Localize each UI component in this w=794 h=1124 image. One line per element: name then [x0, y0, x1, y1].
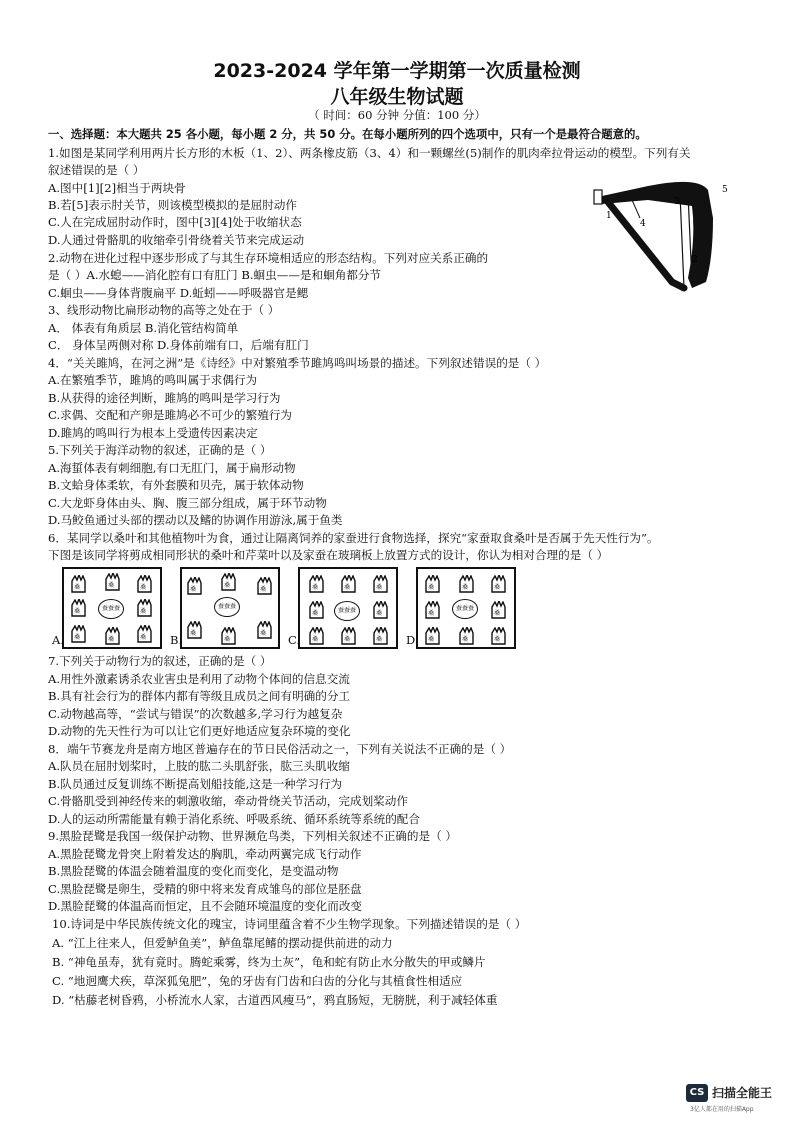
exam-title: 2023-2024 学年第一学期第一次质量检测: [213, 60, 581, 82]
q5-option-a: A.海蜇体表有刺细胞,有口无肛门，属于扁形动物: [48, 461, 296, 475]
q4-option-a: A.在繁殖季节，雎鸠的鸣叫属于求偶行为: [48, 373, 258, 387]
q4-option-b: B.从获得的途径判断，雎鸠的鸣叫是学习行为: [48, 391, 281, 405]
scanner-app-name: 扫描全能王: [712, 1086, 773, 1100]
fig-label-4: 4: [640, 219, 646, 229]
svg-text:桑: 桑: [74, 608, 81, 615]
leaf-icon: [256, 621, 273, 639]
leaf-icon: [490, 601, 507, 619]
svg-text:桑: 桑: [260, 586, 267, 593]
q9-stem: 9.黑脸琵鹭是我国一级保护动物、世界濒危鸟类，下列相关叙述不正确的是（ ）: [48, 829, 457, 843]
svg-text:桑: 桑: [494, 610, 501, 617]
time-info: （ 时间：60 分钟 分值：100 分）: [308, 108, 486, 122]
svg-text:桑: 桑: [344, 636, 351, 643]
q9-option-b: B.黑脸琵鹭的体温会随着温度的变化而变化，是变温动物: [48, 864, 339, 878]
q5-option-b: B.文蛤身体柔软，有外套膜和贝壳，属于软体动物: [48, 478, 304, 492]
scanner-watermark: [686, 1080, 786, 1114]
leaf-icon: [490, 575, 507, 593]
q8-option-d: D.人的运动所需能量有赖于消化系统、呼吸系统、循环系统等系统的配合: [48, 812, 420, 826]
svg-text:桑: 桑: [494, 584, 501, 591]
svg-text:桑: 桑: [312, 610, 319, 617]
svg-text:桑: 桑: [428, 610, 435, 617]
q4-option-d: D.雎鸠的鸣叫行为根本上受遗传因素决定: [48, 426, 258, 440]
q8-option-c: C.骨骼肌受到神经传来的刺激收缩，牵动骨绕关节活动，完成划桨动作: [48, 794, 408, 808]
q1-option-b: B.若[5]表示肘关节，则该模型模拟的是屈肘动作: [48, 198, 297, 212]
svg-text:桑: 桑: [376, 610, 383, 617]
glass-plate: [298, 567, 398, 649]
q6-stem-2: 下图是该同学将剪成相同形状的桑叶和芹菜叶以及家蚕在玻璃板上放置方式的设计，你认为相对合理的是（ ）: [48, 548, 609, 562]
q4-stem: 4．“关关雎鸠，在河之洲”是《诗经》中对繁殖季节雎鸠鸣叫场景的描述。下列叙述错误的是（ ）: [48, 356, 547, 370]
leaf-icon: [424, 575, 441, 593]
fig-label-1: 1: [606, 211, 612, 221]
fig-label-2: 2: [692, 255, 698, 265]
q7-option-b: B.具有社会行为的群体内都有等级且成员之间有明确的分工: [48, 689, 351, 703]
q10-option-d: D. “枯藤老树昏鸦，小桥流水人家，古道西风瘦马”，鸦直肠短，无膀胱，利于减轻体重: [52, 993, 498, 1007]
scanner-tagline: 3亿人都在用的扫描App: [690, 1106, 754, 1113]
q4-option-c: C.求偶、交配和产卵是雎鸠必不可少的繁殖行为: [48, 408, 293, 422]
leaf-icon: [308, 575, 325, 593]
leaf-icon: [220, 573, 237, 591]
leaf-icon: [372, 575, 389, 593]
leaf-icon: [372, 601, 389, 619]
svg-text:桑: 桑: [74, 634, 81, 641]
silkworm-group: 蚕蚕蚕: [214, 597, 240, 617]
q1-stem-2: 叙述错误的是（ ）: [48, 163, 145, 177]
leaf-icon: [340, 627, 357, 645]
svg-text:桑: 桑: [224, 636, 231, 643]
q8-option-b: B.队员通过反复训练不断提高划船技能,这是一种学习行为: [48, 777, 343, 791]
svg-text:桑: 桑: [494, 636, 501, 643]
fig-label-3: 3: [674, 197, 680, 207]
q9-option-d: D.黑脸琵鹭的体温高而恒定，且不会随环境温度的变化而改变: [48, 899, 363, 913]
leaf-icon: [220, 627, 237, 645]
q6-option-label: B.: [170, 633, 183, 647]
q2-stem-2: 是（ ）A.水螅——消化腔有口有肛门 B.蛔虫——是和蛔角都分节: [48, 268, 382, 282]
svg-text:桑: 桑: [428, 636, 435, 643]
leaf-icon: [308, 627, 325, 645]
fig-label-5: 5: [722, 185, 728, 195]
q10-option-b: B. “神龟虽寿，犹有竟时。腾蛇乘雾，终为土灰”，龟和蛇有防止水分散失的甲或鳞片: [52, 955, 486, 969]
leaf-icon: [104, 573, 121, 591]
q7-option-a: A.用性外激素诱杀农业害虫是利用了动物个体间的信息交流: [48, 672, 350, 686]
leaf-icon: [424, 601, 441, 619]
q7-option-d: D.动物的先天性行为可以让它们更好地适应复杂环境的变化: [48, 724, 351, 738]
svg-text:桑: 桑: [140, 608, 147, 615]
svg-text:桑: 桑: [140, 634, 147, 641]
q10-option-c: C. “地迥鹰犬疾，草深狐兔肥”，兔的牙齿有门齿和臼齿的分化与其植食性相适应: [52, 974, 463, 988]
svg-text:桑: 桑: [74, 584, 81, 591]
leaf-icon: [186, 577, 203, 595]
svg-text:桑: 桑: [462, 636, 469, 643]
leaf-icon: [340, 575, 357, 593]
q3-stem: 3、线形动物比扁形动物的高等之处在于（ ）: [48, 303, 280, 317]
q2-options-cd: C.蛔虫——身体背腹扁平 D.蚯蚓——呼吸器官是鳃: [48, 286, 309, 300]
leaf-icon: [70, 575, 87, 593]
svg-text:桑: 桑: [260, 630, 267, 637]
svg-text:桑: 桑: [376, 584, 383, 591]
svg-text:桑: 桑: [140, 584, 147, 591]
q10-option-a: A. “江上往来人，但爱鲈鱼美”，鲈鱼靠尾鳍的摆动提供前进的动力: [52, 936, 393, 950]
q3-options-cd: C． 身体呈两侧对称 D.身体前端有口，后端有肛门: [48, 338, 309, 352]
scanner-logo-icon: CS: [686, 1084, 708, 1102]
q7-option-c: C.动物越高等，“尝试与错误”的次数越多,学习行为越复杂: [48, 707, 343, 721]
leaf-icon: [458, 627, 475, 645]
q6-option-label: A.: [52, 633, 64, 647]
silkworm-group: 蚕蚕蚕: [452, 599, 478, 619]
section-heading: 一、选择题：本大题共 25 各小题，每小题 2 分，共 50 分。在每小题所列的四个选项中，只有一个是最符合题意的。: [48, 127, 647, 141]
svg-text:桑: 桑: [224, 582, 231, 589]
svg-text:桑: 桑: [108, 582, 115, 589]
leaf-icon: [136, 625, 153, 643]
leaf-icon: [458, 575, 475, 593]
q5-option-d: D.马鲛鱼通过头部的摆动以及鳍的协调作用游泳,属于鱼类: [48, 513, 343, 527]
q1-option-c: C.人在完成屈肘动作时，图中[3][4]处于收缩状态: [48, 215, 302, 229]
svg-text:桑: 桑: [428, 584, 435, 591]
svg-text:桑: 桑: [312, 584, 319, 591]
q7-stem: 7.下列关于动物行为的叙述，正确的是（ ）: [48, 654, 272, 668]
silkworm-group: 蚕蚕蚕: [334, 601, 360, 621]
leaf-icon: [136, 575, 153, 593]
q5-option-c: C.大龙虾身体由头、胸、腹三部分组成，属于环节动物: [48, 496, 327, 510]
q8-option-a: A.队员在屈肘划桨时，上肢的肱二头肌舒张，肱三头肌收缩: [48, 759, 350, 773]
q1-option-a: A.图中[1][2]相当于两块骨: [48, 181, 186, 195]
glass-plate: [416, 567, 516, 649]
q6-option-label: D.: [406, 633, 419, 647]
leaf-icon: [490, 627, 507, 645]
leaf-icon: [70, 625, 87, 643]
q2-stem-1: 2.动物在进化过程中逐步形成了与其生存环境相适应的形态结构。下列对应关系正确的: [48, 251, 489, 265]
svg-text:桑: 桑: [312, 636, 319, 643]
svg-text:桑: 桑: [462, 584, 469, 591]
q8-stem: 8．端午节赛龙舟是南方地区普遍存在的节日民俗活动之一，下列有关说法不正确的是（ ）: [48, 742, 512, 756]
svg-text:桑: 桑: [190, 630, 197, 637]
svg-text:桑: 桑: [376, 636, 383, 643]
q9-option-a: A.黑脸琵鹭龙骨突上附着发达的胸肌，牵动两翼完成飞行动作: [48, 847, 362, 861]
q5-stem: 5.下列关于海洋动物的叙述，正确的是（ ）: [48, 443, 272, 457]
leaf-icon: [424, 627, 441, 645]
leaf-icon: [372, 627, 389, 645]
muscle-model-figure: [588, 178, 738, 303]
q10-stem: 10.诗词是中华民族传统文化的瑰宝，诗词里蕴含着不少生物学现象。下列描述错误的是（ ）: [52, 917, 527, 931]
glass-plate: [180, 567, 280, 649]
glass-plate: [62, 567, 162, 649]
silkworm-group: 蚕蚕蚕: [98, 599, 124, 619]
svg-text:桑: 桑: [344, 584, 351, 591]
leaf-icon: [104, 627, 121, 645]
leaf-icon: [136, 599, 153, 617]
q6-stem-1: 6．某同学以桑叶和其他植物叶为食，通过让隔离饲养的家蚕进行食物选择，探究“家蚕取食桑叶是否属于先天性行为”。: [48, 531, 659, 545]
svg-text:桑: 桑: [190, 586, 197, 593]
q1-stem-1: 1.如图是某同学利用两片长方形的木板（1、2）、两条橡皮筋（3、4）和一颗螺丝(5)制作的肌肉牵拉骨运动的模型。下列有关: [48, 146, 691, 160]
leaf-icon: [186, 621, 203, 639]
q3-options-ab: A． 体表有角质层 B.消化管结构简单: [48, 321, 239, 335]
exam-subtitle: 八年级生物试题: [330, 86, 464, 108]
leaf-icon: [256, 577, 273, 595]
q6-option-label: C.: [288, 633, 301, 647]
svg-text:桑: 桑: [108, 636, 115, 643]
leaf-icon: [308, 601, 325, 619]
q9-option-c: C.黑脸琵鹭是卵生，受精的卵中将来发育成雏鸟的部位是胚盘: [48, 882, 362, 896]
leaf-icon: [70, 599, 87, 617]
q1-option-d: D.人通过骨骼肌的收缩牵引骨绕着关节来完成运动: [48, 233, 305, 247]
